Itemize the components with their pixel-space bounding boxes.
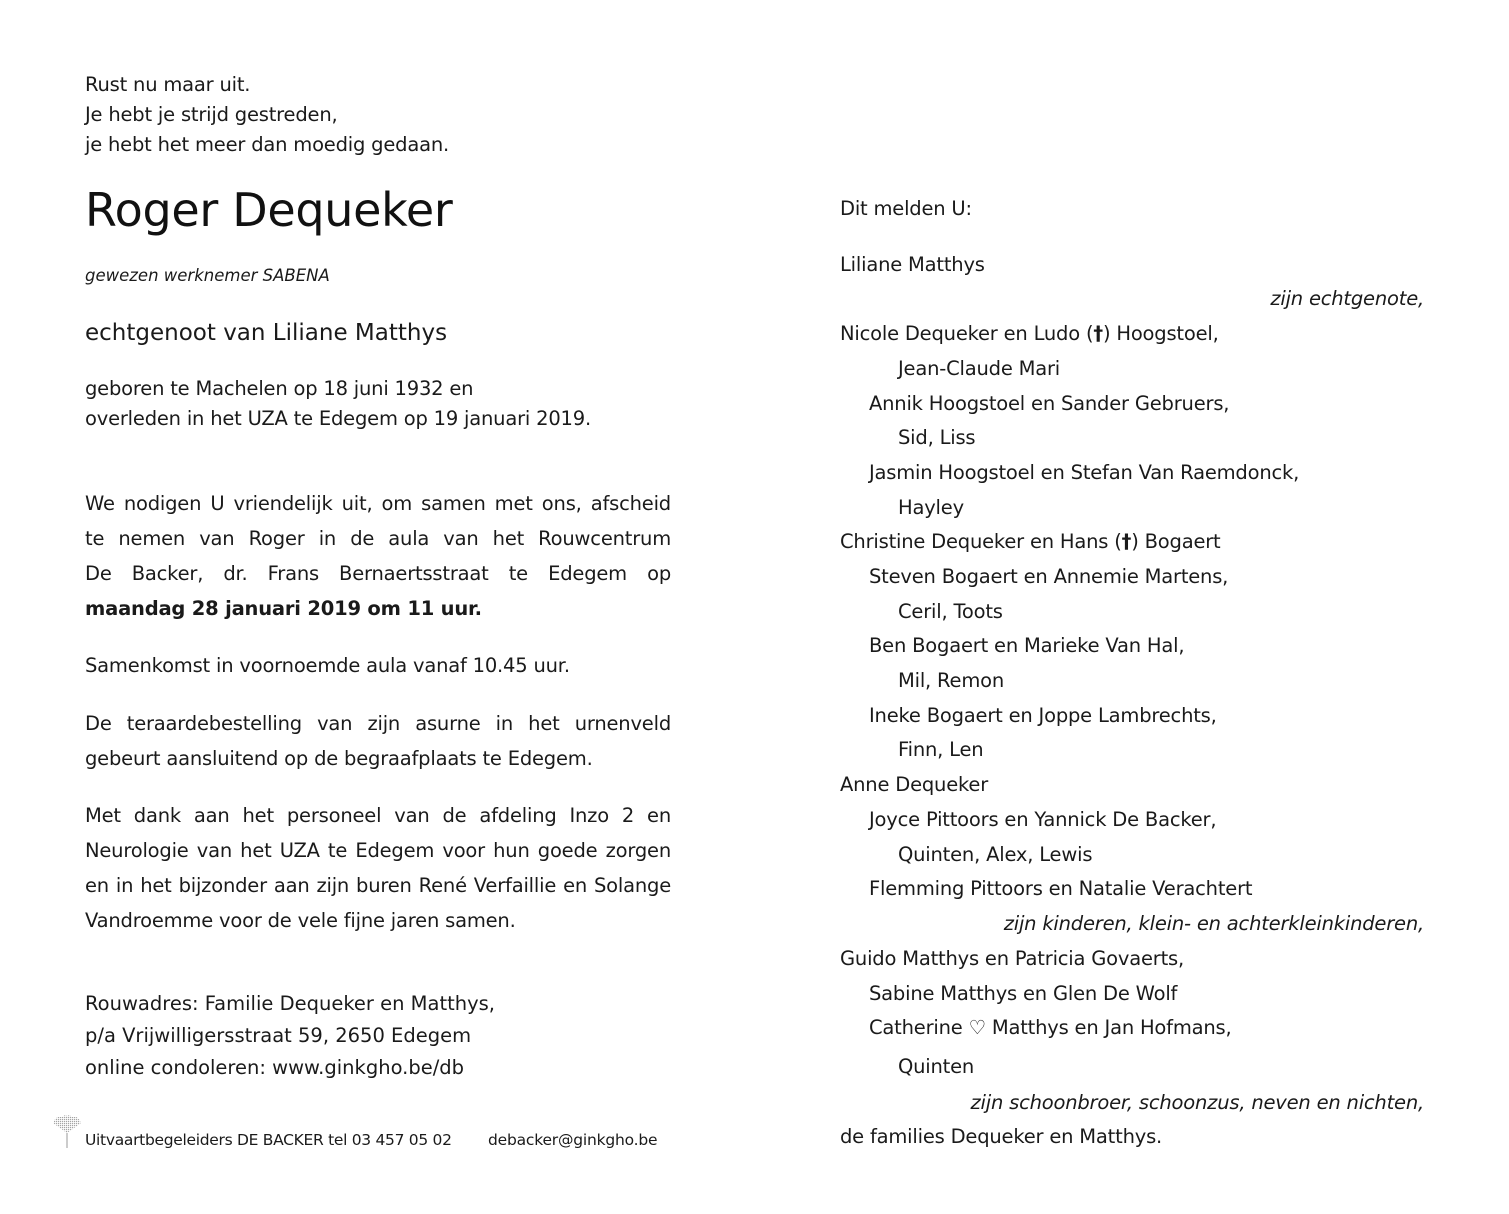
online-condolences-link[interactable]: online condoleren: www.ginkgho.be/db: [85, 1056, 465, 1079]
thanks-line: en in het bijzonder aan zijn buren René Verfaillie en Solange: [85, 874, 671, 897]
family-line-nephew: Sabine Matthys en Glen De Wolf: [869, 982, 1178, 1005]
birth-line: geboren te Machelen op 18 juni 1932 en: [85, 377, 474, 400]
family-line-great-grandchild: Sid, Liss: [898, 426, 976, 449]
deceased-cross-icon: †: [1093, 322, 1103, 345]
gathering-line: Samenkomst in voornoemde aula vanaf 10.45 uur.: [85, 654, 570, 677]
family-line-great-grandchild: Quinten, Alex, Lewis: [898, 843, 1093, 866]
spouse-line: echtgenoot van Liliane Matthys: [85, 320, 448, 346]
family-line-grandchild: Flemming Pittoors en Natalie Verachtert: [869, 877, 1253, 900]
poem-line: Je hebt je strijd gestreden,: [85, 103, 338, 126]
deceased-cross-icon: †: [1121, 530, 1132, 553]
family-line-grandchild: Ben Bogaert en Marieke Van Hal,: [869, 634, 1185, 657]
family-line-spouse: Liliane Matthys: [840, 253, 985, 276]
deceased-occupation: gewezen werknemer SABENA: [85, 266, 330, 285]
burial-line: De teraardebestelling van zijn asurne in het urnenveld: [85, 712, 671, 735]
undertaker-email[interactable]: debacker@ginkgho.be: [488, 1131, 658, 1149]
family-line-text: ) Bogaert: [1131, 530, 1221, 553]
family-line-grandchild: Ineke Bogaert en Joppe Lambrechts,: [869, 704, 1217, 727]
poem-line: je hebt het meer dan moedig gedaan.: [85, 133, 449, 156]
burial-line: gebeurt aansluitend op de begraafplaats te Edegem.: [85, 747, 593, 770]
relation-inlaws: zijn schoonbroer, schoonzus, neven en nichten,: [970, 1091, 1424, 1114]
thanks-paragraph: [85, 798, 671, 938]
ginkgo-leaf-icon: [50, 1113, 84, 1149]
family-line-grandnephew: Quinten: [898, 1055, 975, 1078]
thanks-line: Neurologie van het UZA te Edegem voor hun goede zorgen: [85, 839, 671, 862]
invitation-paragraph: [85, 486, 671, 626]
undertaker-info: Uitvaartbegeleiders DE BACKER tel 03 457 05 02: [85, 1131, 452, 1149]
address-line: Rouwadres: Familie Dequeker en Matthys,: [85, 992, 496, 1015]
family-line-nicole: [840, 319, 1219, 349]
deceased-name: Roger Dequeker: [85, 183, 453, 237]
family-line-great-grandchild: Hayley: [898, 496, 964, 519]
burial-paragraph: [85, 706, 671, 776]
mourning-address: [85, 988, 495, 1084]
family-line-grandchild: Joyce Pittoors en Yannick De Backer,: [869, 808, 1217, 831]
family-line-great-grandchild: Mil, Remon: [898, 669, 1005, 692]
family-line-nephew: Catherine ♡ Matthys en Jan Hofmans,: [869, 1016, 1232, 1039]
family-line-text: Christine Dequeker en Hans (: [840, 530, 1122, 553]
family-line-christine: [840, 527, 1221, 557]
family-line-great-grandchild: Ceril, Toots: [898, 600, 1003, 623]
gathering-paragraph: [85, 648, 671, 683]
ceremony-date-time-text: maandag 28 januari 2019 om 11 uur.: [85, 597, 482, 620]
birth-death-info: [85, 374, 591, 434]
thanks-line: Met dank aan het personeel van de afdeling Inzo 2 en: [85, 804, 671, 827]
thanks-line: Vandroemme voor de vele fijne jaren samen.: [85, 909, 516, 932]
family-line-anne: Anne Dequeker: [840, 773, 989, 796]
relation-spouse: zijn echtgenote,: [1270, 287, 1424, 310]
closing-families: de families Dequeker en Matthys.: [840, 1125, 1163, 1148]
family-line-great-grandchild: Finn, Len: [898, 738, 984, 761]
invitation-line: De Backer, dr. Frans Bernaertsstraat te Edegem op: [85, 562, 671, 585]
opening-poem: [85, 70, 449, 160]
death-line: overleden in het UZA te Edegem op 19 januari 2019.: [85, 407, 591, 430]
family-line-grandchild: Annik Hoogstoel en Sander Gebruers,: [869, 392, 1230, 415]
invitation-line: te nemen van Roger in de aula van het Rouwcentrum: [85, 527, 671, 550]
family-line-grandchild: Steven Bogaert en Annemie Martens,: [869, 565, 1229, 588]
family-line-guido: Guido Matthys en Patricia Govaerts,: [840, 947, 1185, 970]
announcement-title: Dit melden U:: [840, 197, 972, 220]
invitation-line: We nodigen U vriendelijk uit, om samen met ons, afscheid: [85, 492, 671, 515]
poem-line: Rust nu maar uit.: [85, 73, 251, 96]
family-line-grandchild: Jean-Claude Mari: [898, 357, 1061, 380]
ceremony-date-time: [85, 591, 671, 626]
relation-children: zijn kinderen, klein- en achterkleinkinderen,: [1003, 912, 1424, 935]
address-line: p/a Vrijwilligersstraat 59, 2650 Edegem: [85, 1024, 472, 1047]
family-line-grandchild: Jasmin Hoogstoel en Stefan Van Raemdonck,: [869, 461, 1300, 484]
family-line-text: ) Hoogstoel,: [1102, 322, 1219, 345]
family-line-text: Nicole Dequeker en Ludo (: [840, 322, 1094, 345]
